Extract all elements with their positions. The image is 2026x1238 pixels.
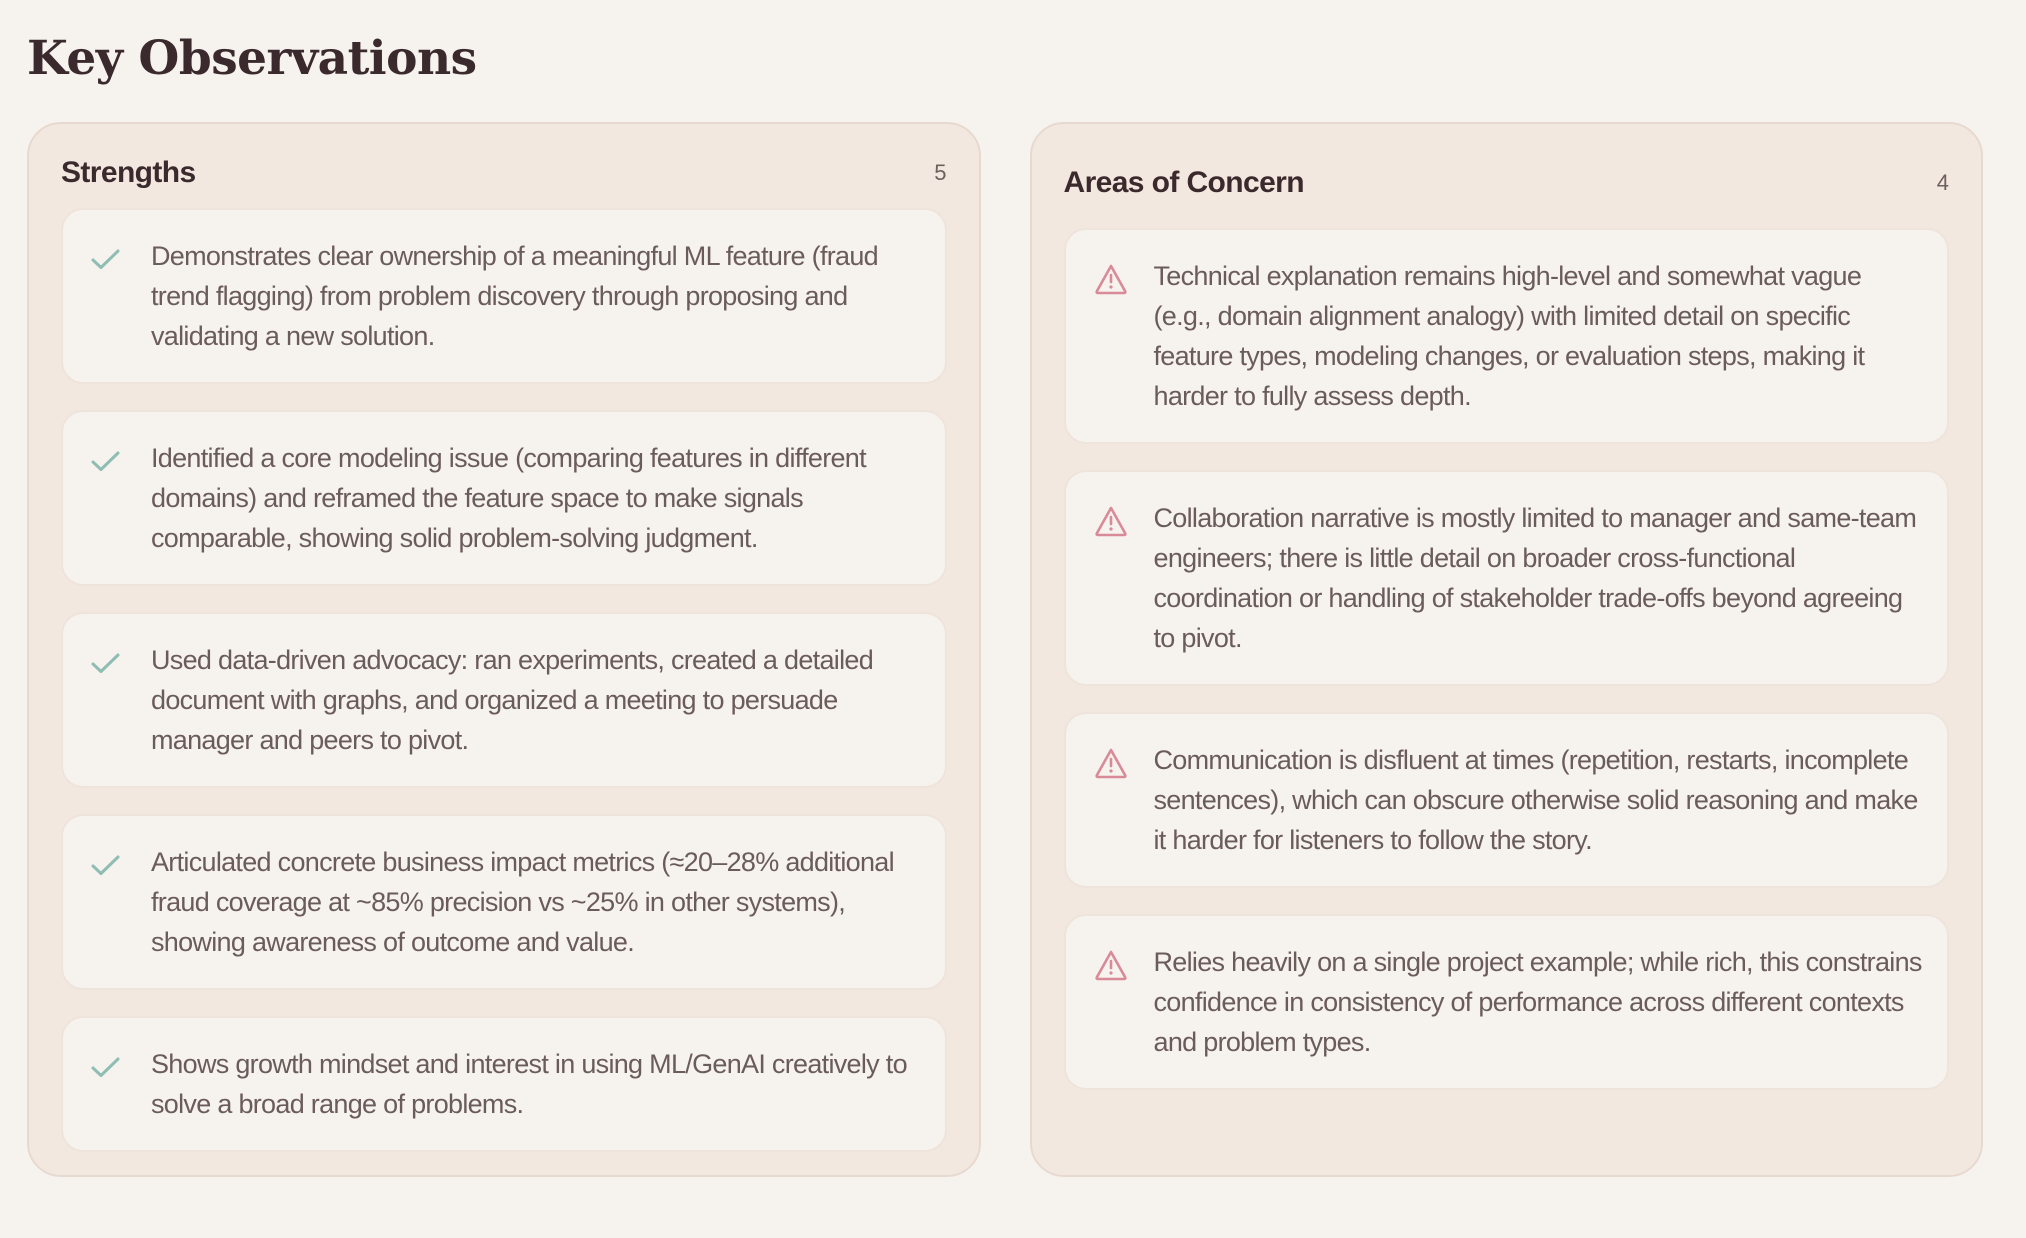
strength-item: [61, 814, 947, 990]
concerns-list: [1064, 228, 1950, 1090]
check-icon: [91, 1044, 151, 1084]
strengths-list: [61, 208, 947, 1152]
concern-item: [1064, 914, 1950, 1090]
strengths-count: 5: [934, 160, 947, 185]
warning-triangle-icon: [1094, 498, 1154, 538]
concern-text: Technical explanation remains high-level and somewhat vague (e.g., domain alignment analogy) with limited detail on specific feature types, modeling changes, or evaluation steps, making it harder to fully assess depth.: [1153, 261, 1865, 411]
strength-text: Identified a core modeling issue (comparing features in different domains) and reframed the feature space to make signals comparable, showing solid problem-solving judgment.: [151, 443, 866, 553]
concern-item: [1064, 470, 1950, 686]
concern-text: Collaboration narrative is mostly limited to manager and same-team engineers; there is little detail on broader cross-functional coordination or handling of stakeholder trade-offs beyond agreeing to pivot.: [1153, 503, 1917, 653]
strengths-panel: [27, 122, 981, 1177]
check-icon: [91, 438, 151, 478]
strengths-header: [61, 156, 947, 190]
concern-text: Relies heavily on a single project example; while rich, this constrains confidence in consistency of performance across different contexts and problem types.: [1153, 947, 1922, 1057]
check-icon: [91, 640, 151, 680]
page-title: Key Observations: [27, 31, 477, 86]
concern-text: Communication is disfluent at times (repetition, restarts, incomplete sentences), which can obscure otherwise solid reasoning and make it harder for listeners to follow the story.: [1153, 745, 1918, 855]
check-icon: [91, 842, 151, 882]
strength-item: [61, 1016, 947, 1152]
concern-item: [1064, 228, 1950, 444]
strengths-title: Strengths: [61, 156, 196, 189]
warning-triangle-icon: [1094, 942, 1154, 982]
warning-triangle-icon: [1094, 256, 1154, 296]
check-icon: [91, 236, 151, 276]
concerns-header: [1064, 156, 1950, 210]
warning-triangle-icon: [1094, 740, 1154, 780]
strength-text: Shows growth mindset and interest in using ML/GenAI creatively to solve a broad range of problems.: [151, 1049, 907, 1119]
concerns-panel: [1030, 122, 1984, 1177]
concern-item: [1064, 712, 1950, 888]
strength-item: [61, 208, 947, 384]
strength-item: [61, 410, 947, 586]
strength-text: Demonstrates clear ownership of a meaningful ML feature (fraud trend flagging) from problem discovery through proposing and validating a new solution.: [151, 241, 878, 351]
observations-panels: [27, 122, 1983, 1177]
strength-text: Articulated concrete business impact metrics (≈20–28% additional fraud coverage at ~85% precision vs ~25% in other systems), showing awareness of outcome and value.: [151, 847, 894, 957]
strength-item: [61, 612, 947, 788]
strength-text: Used data-driven advocacy: ran experiments, created a detailed document with graphs, and organized a meeting to persuade manager and peers to pivot.: [151, 645, 874, 755]
concerns-title: Areas of Concern: [1063, 166, 1304, 199]
concerns-count: 4: [1936, 170, 1949, 195]
